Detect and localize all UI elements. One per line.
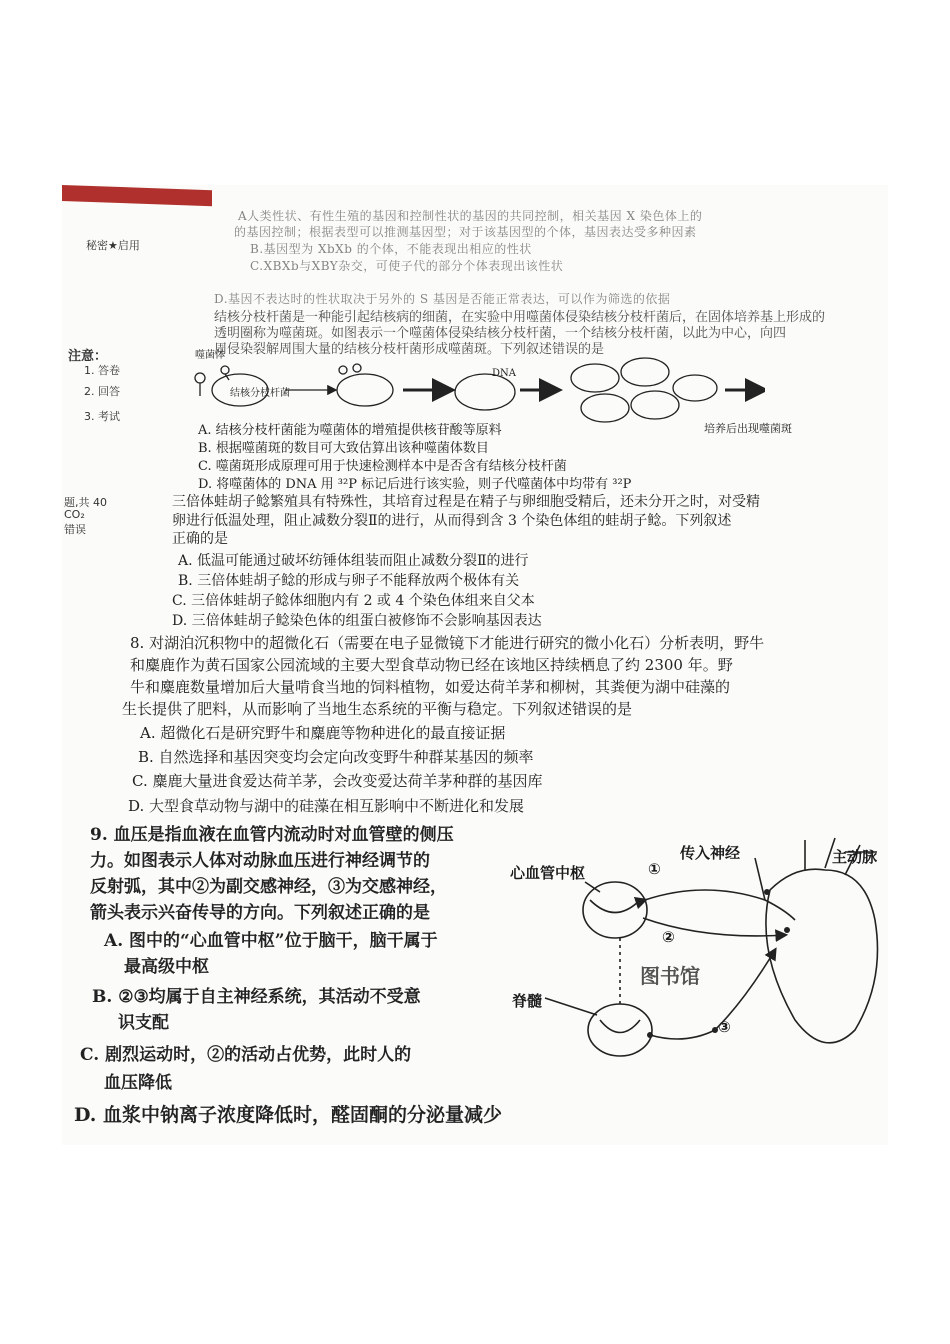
margin-item-3: 3. 考试 <box>84 410 120 423</box>
marker-3: ③ <box>718 1018 731 1036</box>
q8-option-d: D. 大型食草动物与湖中的硅藻在相互影响中不断进化和发展 <box>128 797 525 815</box>
q7-option-a: A. 低温可能通过破坏纺锤体组装而阻止减数分裂Ⅱ的进行 <box>178 553 529 569</box>
phage-option-d: D. 将噬菌体的 DNA 用 ³²P 标记后进行该实验，则子代噬菌体中均带有 ³²P <box>198 477 632 492</box>
margin-item-1: 1. 答卷 <box>84 364 120 377</box>
q8-stem-line: 和麋鹿作为黄石国家公园流域的主要大型食草动物已经在该地区持续栖息了约 2300 年。野 <box>130 656 733 674</box>
q9-stem-line: 力。如图表示人体对动脉血压进行神经调节的 <box>90 851 430 871</box>
label-phage: 噬菌体 <box>195 350 225 361</box>
q9-option-c: C. 剧烈运动时，②的活动占优势，此时人的 <box>80 1045 412 1065</box>
margin-item-2: 2. 回答 <box>84 385 120 398</box>
q8-stem-line: 8. 对湖泊沉积物中的超微化石（需要在电子显微镜下才能进行研究的微小化石）分析表明，野牛 <box>130 634 765 652</box>
q9-option-a: A. 图中的“心血管中枢”位于脑干，脑干属于 <box>104 931 438 951</box>
label-aorta: 主动脉 <box>832 848 878 866</box>
faded-line: A人类性状、有性生殖的基因和控制性状的基因的共同控制，相关基因 X 染色体上的 <box>238 209 703 223</box>
q9-stem-line: 9. 血压是指血液在血管内流动时对血管壁的侧压 <box>90 825 454 845</box>
q8-option-a: A. 超微化石是研究野牛和麋鹿等物种进化的最直接证据 <box>140 724 506 742</box>
marker-1: ① <box>648 860 661 878</box>
phage-option-a: A. 结核分枝杆菌能为噬菌体的增殖提供核苷酸等原料 <box>198 423 502 438</box>
library-stamp: 图书馆 <box>640 964 700 988</box>
label-afferent-nerve: 传入神经 <box>680 844 741 862</box>
q8-option-b: B. 自然选择和基因突变均会定向改变野牛种群某基因的频率 <box>138 748 534 766</box>
margin-notice: 注意： <box>68 349 108 364</box>
phage-option-b: B. 根据噬菌斑的数目可大致估算出该种噬菌体数目 <box>198 441 489 456</box>
q8-stem-line: 牛和麋鹿数量增加后大量啃食当地的饲料植物，如爱达荷羊茅和柳树，其粪便为湖中硅藻的 <box>130 678 731 696</box>
margin-co2: CO₂ <box>64 508 85 521</box>
q9-option-b: B. ②③均属于自主神经系统，其活动不受意 <box>92 987 421 1007</box>
q9-option-a-cont: 最高级中枢 <box>124 957 209 977</box>
faded-line: C.XBXb与XBY杂交，可使子代的部分个体表现出该性状 <box>250 259 564 273</box>
phage-intro-line: 结核分枝杆菌是一种能引起结核病的细菌，在实验中用噬菌体侵染结核分枝杆菌后，在固体培养基上形成的 <box>214 310 826 325</box>
q7-stem-line: 卵进行低温处理，阻止减数分裂Ⅱ的进行，从而得到含 3 个染色体组的蛙胡子鲶。下列叙述 <box>172 513 732 529</box>
phage-intro-line: 周侵染裂解周围大量的结核分枝杆菌形成噬菌斑。下列叙述错误的是 <box>214 342 605 357</box>
q9-option-b-cont: 识支配 <box>118 1013 169 1033</box>
label-cardio-center: 心血管中枢 <box>510 864 586 882</box>
q9-option-c-cont: 血压降低 <box>104 1073 172 1093</box>
phage-intro-line: 透明圈称为噬菌斑。如图表示一个噬菌体侵染结核分枝杆菌，一个结核分枝杆菌，以此为中心，向四 <box>214 326 787 341</box>
faded-line: 的基因控制；根据表型可以推测基因型；对于该基因型的个体，基因表达受多种因素 <box>234 225 697 239</box>
q8-stem-line: 生长提供了肥料，从而影响了当地生态系统的平衡与稳定。下列叙述错误的是 <box>122 700 633 718</box>
label-dna: DNA <box>492 368 516 379</box>
q9-option-d: D. 血浆中钠离子浓度降低时，醛固酮的分泌量减少 <box>74 1104 503 1126</box>
phage-option-c: C. 噬菌斑形成原理可用于快速检测样本中是否含有结核分枝杆菌 <box>198 459 567 474</box>
q7-stem-line: 正确的是 <box>172 531 228 547</box>
margin-section: 题,共 40 <box>64 496 107 509</box>
marker-2: ② <box>662 928 675 946</box>
label-bacteria: 结核分枝杆菌 <box>230 388 290 399</box>
q8-option-c: C. 麋鹿大量进食爱达荷羊茅，会改变爱达荷羊茅种群的基因库 <box>132 772 543 790</box>
q7-option-b: B. 三倍体蛙胡子鲶的形成与卵子不能释放两个极体有关 <box>178 573 520 589</box>
margin-wrong: 错误 <box>64 523 86 536</box>
margin-header: 秘密★启用 <box>86 239 140 252</box>
label-spinal-cord: 脊髓 <box>512 992 543 1010</box>
label-plate: 培养后出现噬菌斑 <box>704 422 792 435</box>
q7-stem-line: 三倍体蛙胡子鲶繁殖具有特殊性，其培育过程是在精子与卵细胞受精后，还未分开之时，对受精 <box>172 494 760 510</box>
faded-line: D.基因不表达时的性状取决于另外的 S 基因是否能正常表达，可以作为筛选的依据 <box>214 292 671 306</box>
q9-stem-line: 箭头表示兴奋传导的方向。下列叙述正确的是 <box>90 903 430 923</box>
q7-option-d: D. 三倍体蛙胡子鲶染色体的组蛋白被修饰不会影响基因表达 <box>172 613 542 629</box>
q9-stem-line: 反射弧，其中②为副交感神经，③为交感神经， <box>90 877 447 897</box>
q7-option-c: C. 三倍体蛙胡子鲶体细胞内有 2 或 4 个染色体组来自父本 <box>172 593 535 609</box>
faded-line: B.基因型为 XbXb 的个体，不能表现出相应的性状 <box>250 242 532 256</box>
